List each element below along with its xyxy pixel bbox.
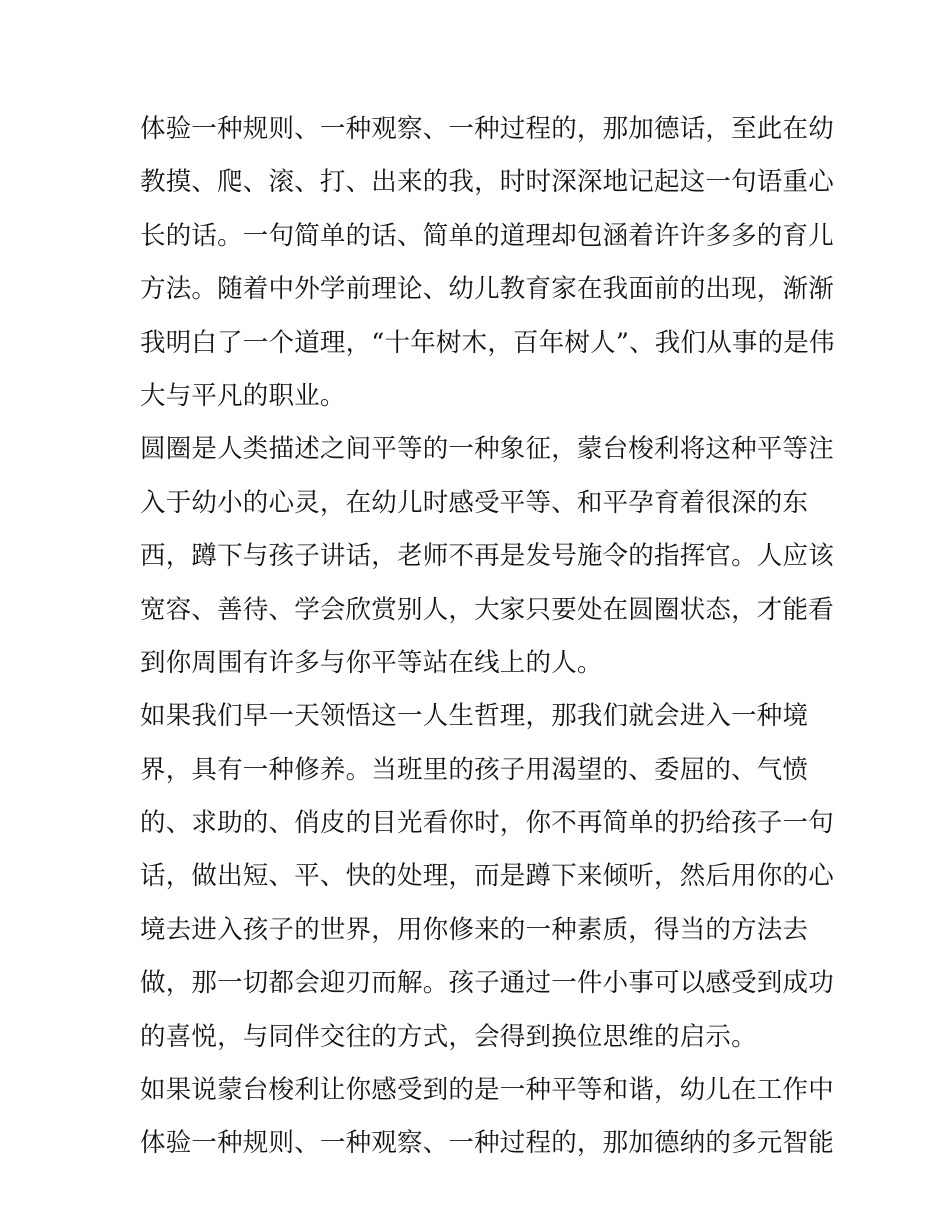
- text-line: 长的话。一句简单的话、简单的道理却包涵着许许多多的育儿: [140, 220, 834, 251]
- text-line: 的、求助的、俏皮的目光看你时，你不再简单的扔给孩子一句: [140, 808, 834, 839]
- text-line: 教摸、爬、滚、打、出来的我，时时深深地记起这一句语重心: [140, 167, 834, 198]
- text-line: 体验一种规则、一种观察、一种过程的，那加德话，至此在幼: [140, 114, 834, 144]
- text-line: 我明白了一个道理，“十年树木，百年树人”、我们从事的是伟: [140, 327, 835, 358]
- text-line: 的喜悦，与同伴交往的方式，会得到换位思维的启示。: [140, 1021, 757, 1052]
- text-line: 宽容、善待、学会欣赏别人，大家只要处在圆圈状态，才能看: [140, 594, 834, 625]
- text-line: 大与平凡的职业。: [140, 380, 346, 411]
- text-line: 体验一种规则、一种观察、一种过程的，那加德纳的多元智能: [140, 1128, 834, 1159]
- text-line: 到你周围有许多与你平等站在线上的人。: [140, 647, 603, 678]
- text-line: 入于幼小的心灵，在幼儿时感受平等、和平孕育着很深的东: [140, 487, 809, 518]
- text-line: 界，具有一种修养。当班里的孩子用渴望的、委屈的、气愤: [140, 754, 809, 785]
- text-line: 圆圈是人类描述之间平等的一种象征，蒙台梭利将这种平等注: [140, 434, 834, 465]
- text-line: 如果说蒙台梭利让你感受到的是一种平等和谐，幼儿在工作中: [140, 1075, 834, 1106]
- text-line: 做，那一切都会迎刃而解。孩子通过一件小事可以感受到成功: [140, 968, 834, 999]
- text-line: 境去进入孩子的世界，用你修来的一种素质，得当的方法去: [140, 914, 809, 945]
- text-line: 如果我们早一天领悟这一人生哲理，那我们就会进入一种境: [140, 701, 809, 732]
- body-text: [140, 103, 835, 1171]
- text-line: 话，做出短、平、快的处理，而是蹲下来倾听，然后用你的心: [140, 861, 834, 892]
- text-line: 方法。随着中外学前理论、幼儿教育家在我面前的出现，渐渐: [140, 274, 834, 305]
- text-line: 西，蹲下与孩子讲话，老师不再是发号施令的指挥官。人应该: [140, 541, 834, 572]
